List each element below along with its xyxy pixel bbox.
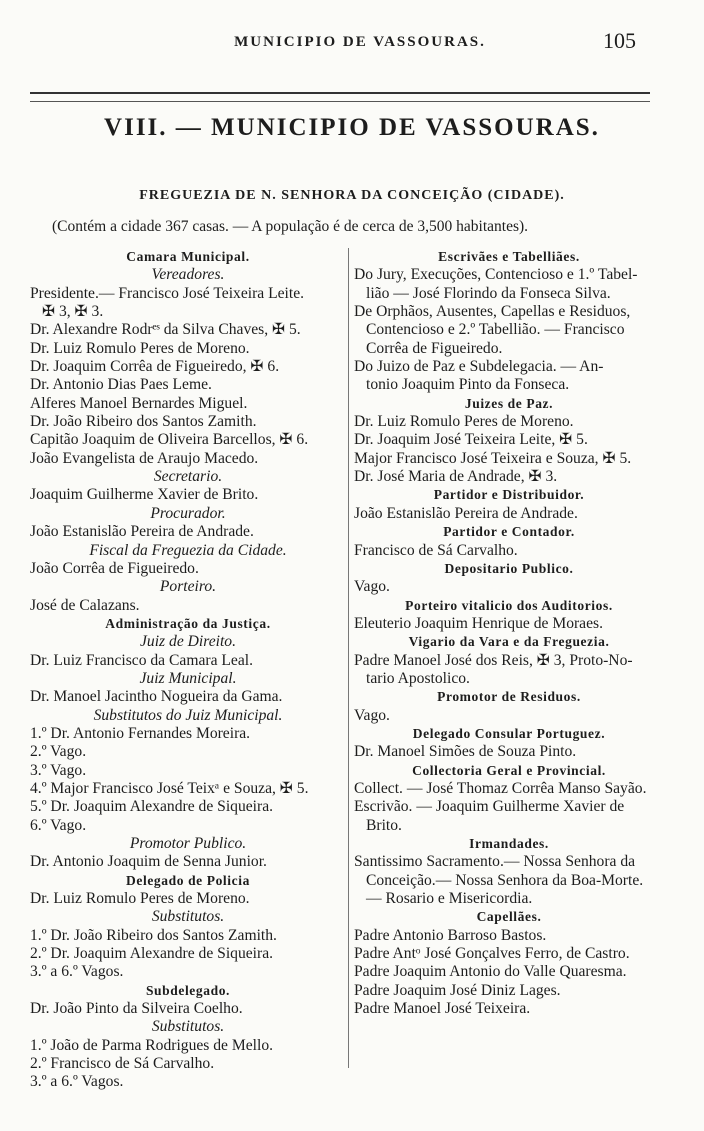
- entry-line: Dr. João Ribeiro dos Santos Zamith.: [30, 413, 257, 431]
- entry-line: Francisco de Sá Carvalho.: [354, 541, 518, 559]
- entry-line: Padre Joaquim Antonio do Valle Quaresma.: [354, 963, 627, 981]
- role-title: Porteiro.: [159, 578, 217, 596]
- entry-line: Joaquim Guilherme Xavier de Brito.: [30, 486, 259, 504]
- entry-line: Dr. Luiz Romulo Peres de Moreno.: [354, 413, 574, 431]
- entry-line: 2.º Vago.: [30, 743, 87, 761]
- entry-line: Conceição.— Nossa Senhora da Boa-Morte.: [366, 871, 644, 889]
- section-heading: Collectoria Geral e Provincial.: [412, 762, 606, 778]
- entry-line: 1.º Dr. Antonio Fernandes Moreira.: [30, 724, 251, 742]
- role-title: Juiz Municipal.: [139, 669, 237, 687]
- entry-line: Vago.: [354, 706, 390, 724]
- entry-line: Corrêa de Figueiredo.: [366, 339, 503, 357]
- entry-line: João Estanislão Pereira de Andrade.: [354, 504, 578, 522]
- section-heading: Promotor de Residuos.: [437, 689, 581, 705]
- entry-line: 3.º a 6.º Vagos.: [30, 963, 124, 981]
- entry-line: 1.º Dr. João Ribeiro dos Santos Zamith.: [30, 926, 277, 944]
- entry-line: Dr. Luiz Romulo Peres de Moreno.: [30, 890, 250, 908]
- entry-line: Do Juizo de Paz e Subdelegacia. — An-: [354, 358, 604, 376]
- entry-line: Padre Antᵒ José Gonçalves Ferro, de Castro.: [354, 945, 630, 963]
- section-heading: Vigario da Vara e da Freguezia.: [408, 634, 610, 650]
- entry-line: Presidente.— Francisco José Teixeira Leite.: [30, 284, 305, 302]
- entry-line: 3.º Vago.: [30, 761, 87, 779]
- entry-line: Dr. Antonio Joaquim de Senna Junior.: [30, 853, 267, 871]
- right-column: [354, 248, 664, 1018]
- entry-line: Dr. José Maria de Andrade, ✠ 3.: [354, 468, 558, 486]
- census-line: (Contém a cidade 367 casas. — A população é de cerca de 3,500 habitantes).: [52, 218, 529, 235]
- section-heading: Subdelegado.: [145, 982, 231, 998]
- entry-line: — Rosario e Misericordia.: [366, 890, 533, 908]
- entry-line: João Corrêa de Figueiredo.: [30, 559, 199, 577]
- entry-line: 3.º a 6.º Vagos.: [30, 1073, 124, 1091]
- entry-line: Do Jury, Execuções, Contencioso e 1.º Tabel-: [354, 266, 638, 284]
- entry-line: tario Apostolico.: [366, 669, 470, 687]
- entry-line: 2.º Francisco de Sá Carvalho.: [30, 1055, 215, 1073]
- role-title: Vereadores.: [151, 266, 225, 284]
- column-divider: [348, 248, 349, 1068]
- entry-line: Alferes Manoel Bernardes Miguel.: [30, 394, 248, 412]
- entry-line: Dr. João Pinto da Silveira Coelho.: [30, 1000, 243, 1018]
- chapter-title: VIII. — MUNICIPIO DE VASSOURAS.: [104, 114, 600, 141]
- entry-line: José de Calazans.: [30, 596, 140, 614]
- entry-line: João Evangelista de Araujo Macedo.: [30, 449, 259, 467]
- role-title: Secretario.: [153, 468, 223, 486]
- entry-line: Padre Manoel José dos Reis, ✠ 3, Proto-No-: [354, 651, 633, 669]
- section-heading: Irmandades.: [469, 836, 549, 851]
- section-heading: Administração da Justiça.: [105, 615, 271, 631]
- section-heading: Porteiro vitalicio dos Auditorios.: [405, 597, 613, 613]
- entry-line: Dr. Luiz Francisco da Camara Leal.: [30, 651, 253, 669]
- entry-line: Dr. Joaquim Corrêa de Figueiredo, ✠ 6.: [30, 358, 280, 376]
- page-number: 105: [603, 28, 636, 53]
- entry-line: Dr. Alexandre Rodrᵉˢ da Silva Chaves, ✠ 5.: [30, 321, 301, 339]
- role-title: Substitutos.: [151, 1018, 225, 1036]
- section-heading: Partidor e Distribuidor.: [433, 487, 585, 503]
- entry-line: Padre Manoel José Teixeira.: [354, 1000, 531, 1018]
- section-heading: Escrivães e Tabelliães.: [438, 249, 580, 264]
- role-title: Procurador.: [150, 504, 226, 522]
- entry-line: Capitão Joaquim de Oliveira Barcellos, ✠ 6.: [30, 431, 309, 449]
- running-title: MUNICIPIO DE VASSOURAS.: [234, 34, 486, 50]
- section-heading: Partidor e Contador.: [443, 524, 575, 540]
- entry-line: Dr. Joaquim José Teixeira Leite, ✠ 5.: [354, 431, 588, 449]
- entry-line: lião — José Florindo da Fonseca Silva.: [366, 284, 611, 302]
- entry-line: Collect. — José Thomaz Corrêa Manso Sayão.: [354, 779, 647, 797]
- section-heading: Delegado de Policia: [126, 872, 250, 888]
- role-title: Substitutos do Juiz Municipal.: [93, 706, 283, 724]
- entry-line: 5.º Dr. Joaquim Alexandre de Siqueira.: [30, 798, 274, 816]
- section-heading: Delegado Consular Portuguez.: [412, 725, 606, 741]
- entry-line: Santissimo Sacramento.— Nossa Senhora da: [354, 853, 636, 871]
- entry-line: 2.º Dr. Joaquim Alexandre de Siqueira.: [30, 945, 274, 963]
- entry-line: Padre Joaquim José Diniz Lages.: [354, 981, 561, 999]
- header-rule: [30, 92, 650, 102]
- entry-line: Major Francisco José Teixeira e Souza, ✠ 5.: [354, 449, 632, 467]
- role-title: Substitutos.: [151, 908, 225, 926]
- entry-line: Dr. Manoel Simões de Souza Pinto.: [354, 743, 577, 761]
- section-heading: Camara Municipal.: [126, 249, 250, 264]
- entry-line: tonio Joaquim Pinto da Fonseca.: [366, 376, 570, 394]
- entry-line: 6.º Vago.: [30, 816, 87, 834]
- entry-line: Padre Antonio Barroso Bastos.: [354, 926, 547, 944]
- entry-line: Dr. Manoel Jacintho Nogueira da Gama.: [30, 688, 283, 706]
- entry-line: ✠ 3, ✠ 3.: [42, 303, 104, 321]
- entry-line: Brito.: [366, 816, 402, 834]
- entry-line: Vago.: [354, 578, 390, 596]
- section-heading: Capellães.: [476, 909, 542, 925]
- entry-line: 1.º João de Parma Rodrigues de Mello.: [30, 1036, 274, 1054]
- entry-line: João Estanislão Pereira de Andrade.: [30, 523, 254, 541]
- role-title: Fiscal da Freguezia da Cidade.: [89, 541, 287, 559]
- section-heading: Juizes de Paz.: [464, 395, 554, 411]
- entry-line: Dr. Luiz Romulo Peres de Moreno.: [30, 339, 250, 357]
- entry-line: Dr. Antonio Dias Paes Leme.: [30, 376, 212, 394]
- entry-line: Eleuterio Joaquim Henrique de Moraes.: [354, 614, 603, 632]
- role-title: Juiz de Direito.: [140, 633, 236, 651]
- entry-line: De Orphãos, Ausentes, Capellas e Residuos,: [354, 303, 631, 321]
- entry-line: 4.º Major Francisco José Teixᵃ e Souza, ✠ 5.: [30, 779, 309, 797]
- left-column: [30, 248, 346, 1092]
- role-title: Promotor Publico.: [129, 835, 247, 852]
- entry-line: Contencioso e 2.º Tabellião. — Francisco: [366, 321, 625, 339]
- parish-title: FREGUEZIA DE N. SENHORA DA CONCEIÇÃO (CIDADE).: [139, 188, 565, 203]
- entry-line: Escrivão. — Joaquim Guilherme Xavier de: [354, 798, 625, 816]
- section-heading: Depositario Publico.: [444, 560, 574, 576]
